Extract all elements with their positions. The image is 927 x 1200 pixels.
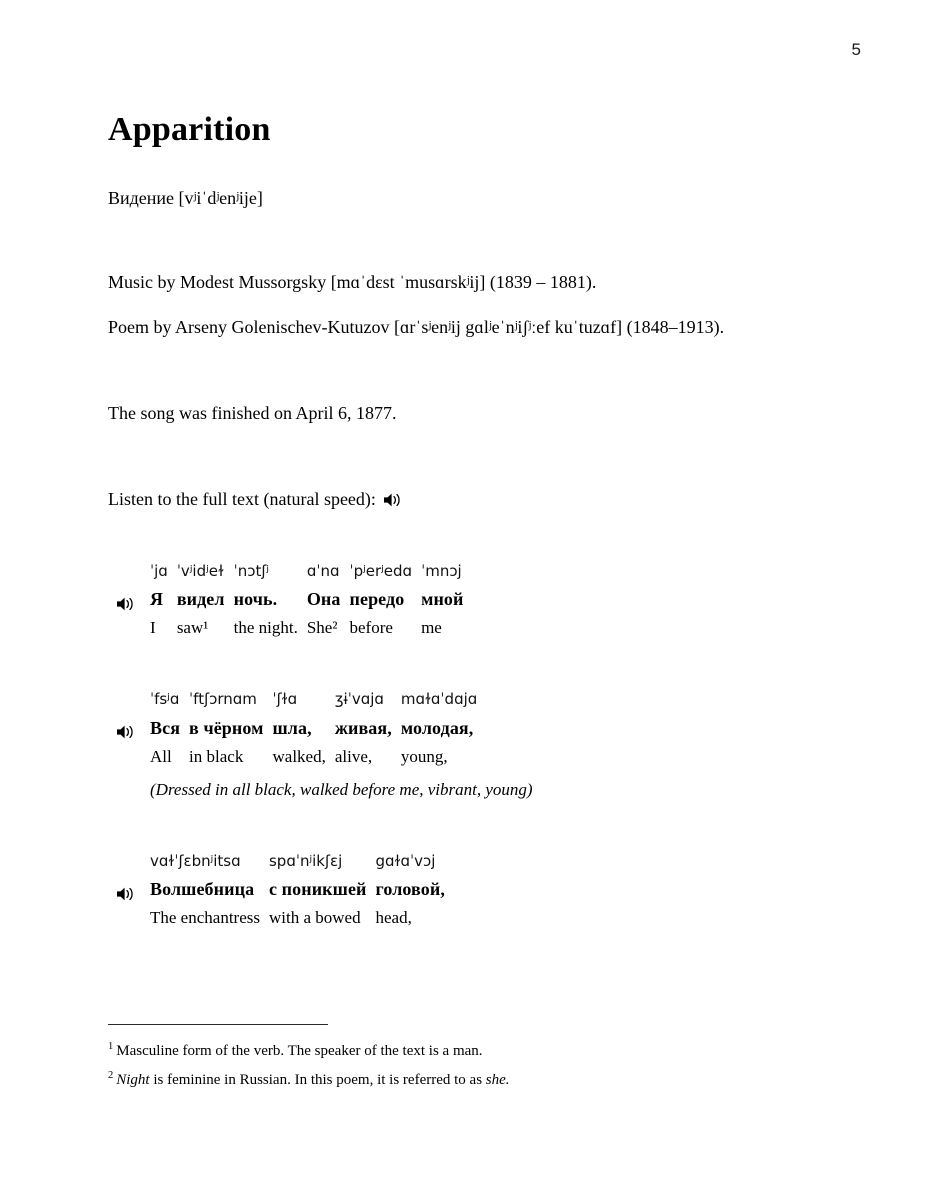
credit-poem: Poem by Arseny Golenischev-Kutuzov [ɑrˈsʲenʲij gɑlʲeˈnʲiʃʲːef kuˈtuzɑf] (1848–1913). [108, 316, 725, 337]
cyrillic-cell: молодая, [400, 718, 474, 739]
verse-row-ipa [150, 848, 454, 876]
credit-music: Music by Modest Mussorgsky [mɑˈdɛst ˈmusɑrskʲij] (1839 – 1881). [108, 272, 597, 293]
speaker-icon[interactable] [116, 886, 135, 902]
finished-date-line: The song was finished on April 6, 1877. [108, 403, 397, 424]
credits-block [108, 270, 848, 339]
listen-label: Listen to the full text (natural speed): [108, 489, 376, 510]
verse-row-ipa [150, 686, 486, 714]
ipa-cell: gɑɫɑˈvɔj [375, 851, 436, 870]
gloss-cell: before [349, 618, 393, 638]
cyrillic-cell: передо [349, 589, 405, 610]
speaker-icon[interactable] [116, 596, 135, 612]
gloss-cell: All [150, 746, 172, 766]
verse-row-cyrillic [150, 585, 472, 614]
gloss-cell: alive, [334, 746, 373, 766]
footnote-item [108, 1039, 808, 1063]
ipa-cell: ʒɨˈvɑjɑ [334, 690, 384, 709]
footnote-italic-lead: Night [116, 1072, 150, 1089]
gloss-cell: walked, [272, 746, 326, 766]
verse-row-ipa [150, 558, 472, 586]
cyrillic-cell: Я [150, 589, 164, 610]
ipa-cell: ˈʃɫɑ [272, 690, 298, 709]
verse-block [108, 848, 848, 932]
speaker-icon[interactable] [383, 492, 402, 508]
footnote-separator [108, 1024, 328, 1025]
gloss-cell: I [150, 618, 156, 638]
gloss-cell: The enchantress [150, 908, 260, 928]
ipa-cell: mɑɫɑˈdɑjɑ [400, 690, 478, 709]
verse-row-cyrillic [150, 714, 486, 743]
cyrillic-cell: в чёрном [189, 718, 264, 739]
cyrillic-cell: мной [421, 589, 464, 610]
verse-row-cyrillic [150, 875, 454, 904]
ipa-cell: ˈpʲerʲedɑ [349, 561, 413, 580]
verse-table [150, 848, 454, 932]
footnotes-section [108, 1024, 808, 1098]
cyrillic-cell: Волшебница [150, 879, 255, 900]
verse-row-gloss [150, 904, 454, 931]
verse-row-gloss [150, 614, 472, 641]
gloss-cell: with a bowed [268, 908, 361, 928]
verse-paraphrase: (Dressed in all black, walked before me, vibrant, young) [150, 780, 533, 800]
ipa-cell: ɑˈnɑ [306, 561, 340, 580]
ipa-cell: ˈjɑ [150, 561, 168, 580]
footnote-text: is feminine in Russian. In this poem, it is referred to as [149, 1072, 486, 1089]
cyrillic-cell: Она [306, 589, 341, 610]
ipa-cell: ˈnɔtʃʲ [233, 561, 270, 580]
ipa-cell: ˈvʲidʲeɫ [176, 561, 224, 580]
footnote-text: Masculine form of the verb. The speaker of the text is a man. [116, 1043, 483, 1059]
cyrillic-cell: ночь. [233, 589, 278, 610]
footnote-marker: 2 [108, 1070, 114, 1082]
verse-row-gloss [150, 743, 486, 770]
verse-block [108, 558, 848, 642]
gloss-cell: me [421, 618, 442, 638]
ipa-cell: ˈftʃɔrnɑm [189, 690, 257, 709]
gloss-cell: young, [400, 746, 448, 766]
subtitle-original-title: Видение [vʲiˈdʲenʲije] [108, 188, 263, 209]
verse-table [150, 558, 472, 642]
ipa-cell: ˈmnɔj [421, 561, 462, 580]
gloss-cell: saw¹ [176, 618, 209, 638]
cyrillic-cell: видел [176, 589, 225, 610]
cyrillic-cell: головой, [375, 879, 445, 900]
cyrillic-cell: шла, [272, 718, 312, 739]
page-number: 5 [851, 40, 861, 59]
cyrillic-cell: с поникшей [268, 879, 367, 900]
footnote-item [108, 1068, 808, 1092]
gloss-cell: She² [306, 618, 338, 638]
gloss-cell: the night. [233, 618, 298, 638]
ipa-cell: vɑɫˈʃɛbnʲitsɑ [150, 851, 241, 870]
gloss-cell: head, [375, 908, 412, 928]
ipa-cell: spɑˈnʲikʃɛj [268, 851, 343, 870]
document-content [108, 110, 848, 976]
verse-list [108, 558, 848, 932]
footnote-italic-tail: she. [485, 1072, 510, 1089]
verse-table [150, 686, 486, 770]
gloss-cell: in black [189, 746, 244, 766]
listen-full-text-line [108, 487, 848, 511]
cyrillic-cell: живая, [334, 718, 392, 739]
page-title: Apparition [108, 111, 271, 148]
cyrillic-cell: Вся [150, 718, 181, 739]
ipa-cell: ˈfsʲɑ [150, 690, 180, 709]
speaker-icon[interactable] [116, 724, 135, 740]
footnote-marker: 1 [108, 1041, 114, 1052]
verse-block [108, 686, 848, 802]
